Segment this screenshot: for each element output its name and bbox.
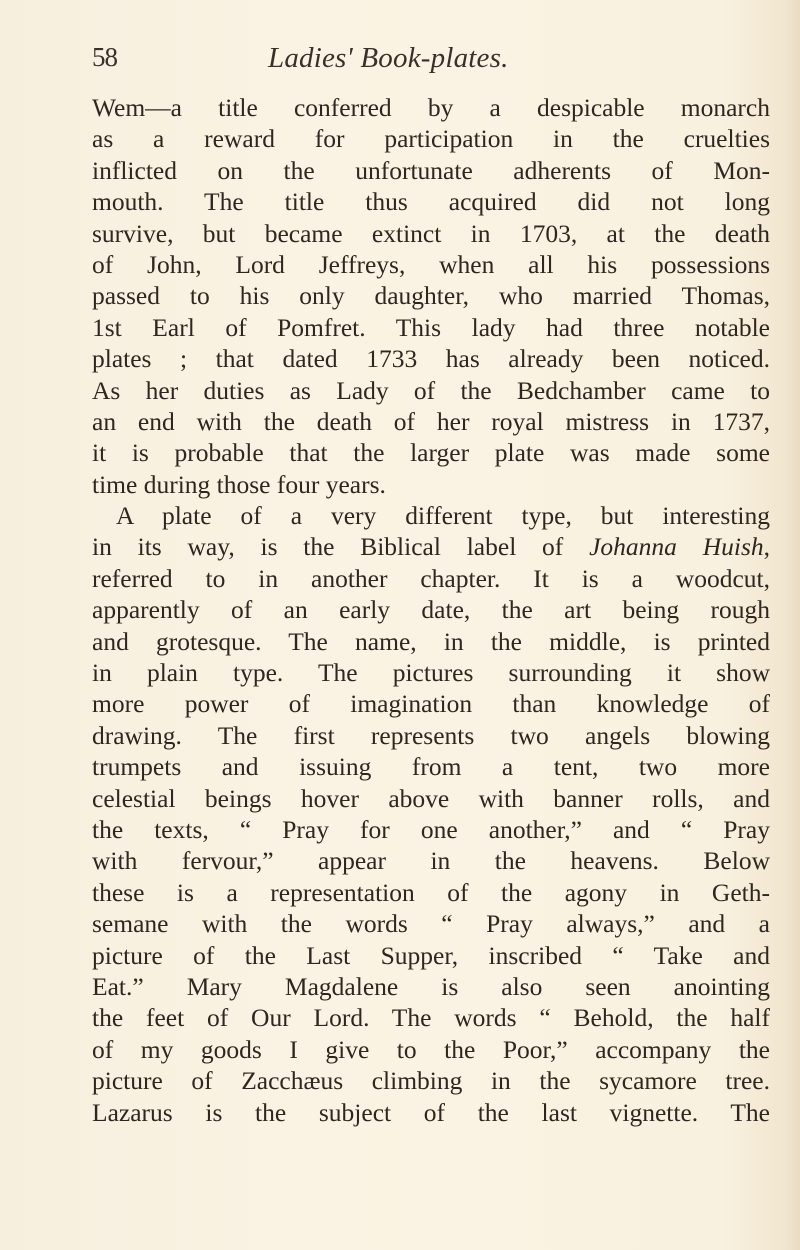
text-line: Eat.” Mary Magdalene is also seen anointing	[92, 971, 770, 1001]
text-line: picture of Zacchæus climbing in the sycamore tree.	[92, 1066, 770, 1096]
paragraph-end-line: time during those four years.	[92, 469, 386, 499]
text-line: picture of the Last Supper, inscribed “ Take and	[92, 940, 770, 970]
text-line: mouth. The title thus acquired did not long	[92, 187, 770, 217]
text-line: trumpets and issuing from a tent, two more	[92, 752, 770, 782]
running-title: Ladies' Book-plates.	[268, 42, 509, 74]
text-line: 1st Earl of Pomfret. This lady had three notable	[92, 312, 770, 342]
text-line: semane with the words “ Pray always,” and a	[92, 909, 770, 939]
text-line: Wem—a title conferred by a despicable monarch	[92, 93, 770, 122]
running-head	[92, 42, 772, 82]
text-line: inflicted on the unfortunate adherents of Mon-	[92, 155, 770, 185]
text-line: with fervour,” appear in the heavens. Below	[92, 846, 770, 876]
text-line: the texts, “ Pray for one another,” and “ Pray	[92, 814, 770, 844]
text-line: referred to in another chapter. It is a woodcut,	[92, 563, 770, 593]
text-line: as a reward for participation in the cruelties	[92, 124, 770, 154]
body-text	[92, 92, 770, 1128]
italic-name: Johanna Huish	[589, 532, 764, 562]
text-before: in its way, is the Biblical label of	[92, 532, 590, 562]
text-line: apparently of an early date, the art being rough	[92, 595, 770, 625]
text-line: an end with the death of her royal mistress in 1737,	[92, 406, 770, 436]
text-line-with-italic-name	[92, 531, 770, 562]
page-number: 58	[92, 42, 117, 72]
text-line: of John, Lord Jeffreys, when all his possessions	[92, 249, 770, 279]
text-line: it is probable that the larger plate was made some	[92, 438, 770, 468]
text-line: As her duties as Lady of the Bedchamber came to	[92, 375, 770, 405]
text-line: these is a representation of the agony in Geth-	[92, 877, 770, 907]
text-line: in plain type. The pictures surrounding it show	[92, 658, 770, 688]
text-line: more power of imagination than knowledge of	[92, 689, 770, 719]
text-line: passed to his only daughter, who married Thomas,	[92, 281, 770, 311]
text-after: ,	[763, 532, 770, 562]
text-line: celestial beings hover above with banner rolls, and	[92, 783, 770, 813]
paragraph-start-line: A plate of a very different type, but interesting	[116, 501, 770, 531]
text-line: drawing. The first represents two angels blowing	[92, 720, 770, 750]
text-line: of my goods I give to the Poor,” accompany the	[92, 1034, 770, 1064]
text-line: and grotesque. The name, in the middle, is printed	[92, 626, 770, 656]
text-line: plates ; that dated 1733 has already been noticed.	[92, 344, 770, 374]
text-line: survive, but became extinct in 1703, at the death	[92, 218, 770, 248]
text-line: Lazarus is the subject of the last vignette. The	[92, 1097, 770, 1127]
text-line: the feet of Our Lord. The words “ Behold, the half	[92, 1003, 770, 1033]
